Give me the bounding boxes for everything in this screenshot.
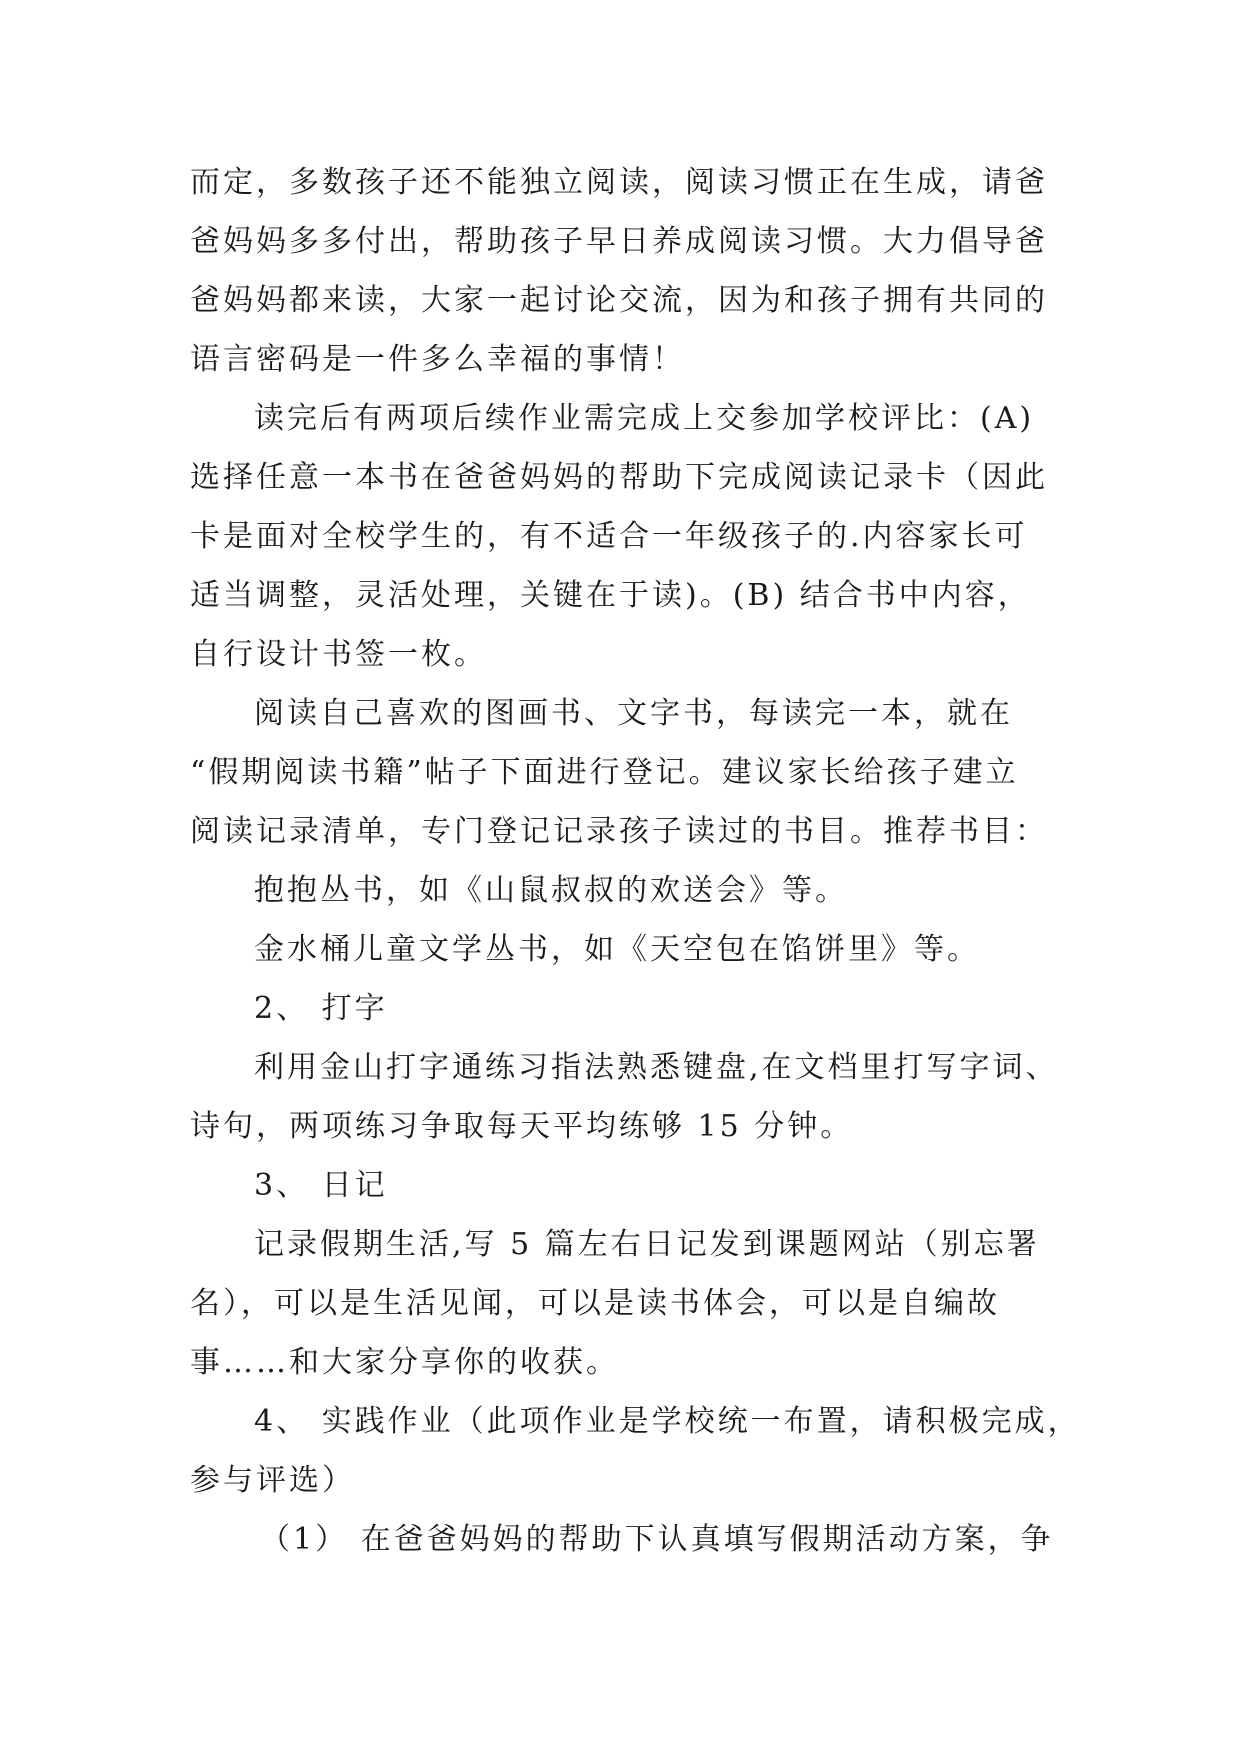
text-line: 语言密码是一件多么幸福的事情！ [190,342,685,377]
section-heading: 2、 打字 [254,991,388,1026]
text-line: 卡是面对全校学生的，有不适合一年级孩子的.内容家长可 [190,519,1028,554]
text-line: “假期阅读书籍”帖子下面进行登记。建议家长给孩子建立 [190,755,1019,790]
text-line: 诗句，两项练习争取每天平均练够 15 分钟。 [190,1109,854,1144]
text-line: 阅读记录清单，专门登记记录孩子读过的书目。推荐书目： [190,814,1048,849]
book-recommendation: 金水桶儿童文学丛书，如《天空包在馅饼里》等。 [254,932,980,967]
text-line: 利用金山打字通练习指法熟悉键盘,在文档里打写字词、 [254,1050,1059,1085]
text-line: 适当调整，灵活处理，关键在于读)。(B) 结合书中内容， [190,578,1031,613]
text-line: 阅读自己喜欢的图画书、文字书，每读完一本，就在 [254,696,1013,731]
text-line: 选择任意一本书在爸爸妈妈的帮助下完成阅读记录卡（因此 [190,460,1048,495]
section-heading: 4、 实践作业（此项作业是学校统一布置，请积极完成， [254,1404,1081,1439]
text-line: 事……和大家分享你的收获。 [190,1345,619,1380]
text-line: 爸妈妈多多付出，帮助孩子早日养成阅读习惯。大力倡导爸 [190,224,1048,259]
text-line: 爸妈妈都来读，大家一起讨论交流，因为和孩子拥有共同的 [190,283,1048,318]
text-line: 参与评选） [190,1463,355,1498]
section-heading: 3、 日记 [254,1168,388,1203]
book-recommendation: 抱抱丛书，如《山鼠叔叔的欢送会》等。 [254,873,848,908]
text-line: 自行设计书签一枚。 [190,637,487,672]
text-line: 读完后有两项后续作业需完成上交参加学校评比：(A) [254,401,1035,436]
list-item: （1） 在爸爸妈妈的帮助下认真填写假期活动方案，争 [260,1522,1054,1557]
text-line: 而定，多数孩子还不能独立阅读，阅读习惯正在生成，请爸 [190,165,1048,200]
text-line: 名），可以是生活见闻，可以是读书体会，可以是自编故 [190,1286,1000,1321]
text-line: 记录假期生活,写 5 篇左右日记发到课题网站（别忘署 [254,1227,1040,1262]
document-body [190,153,1081,1569]
